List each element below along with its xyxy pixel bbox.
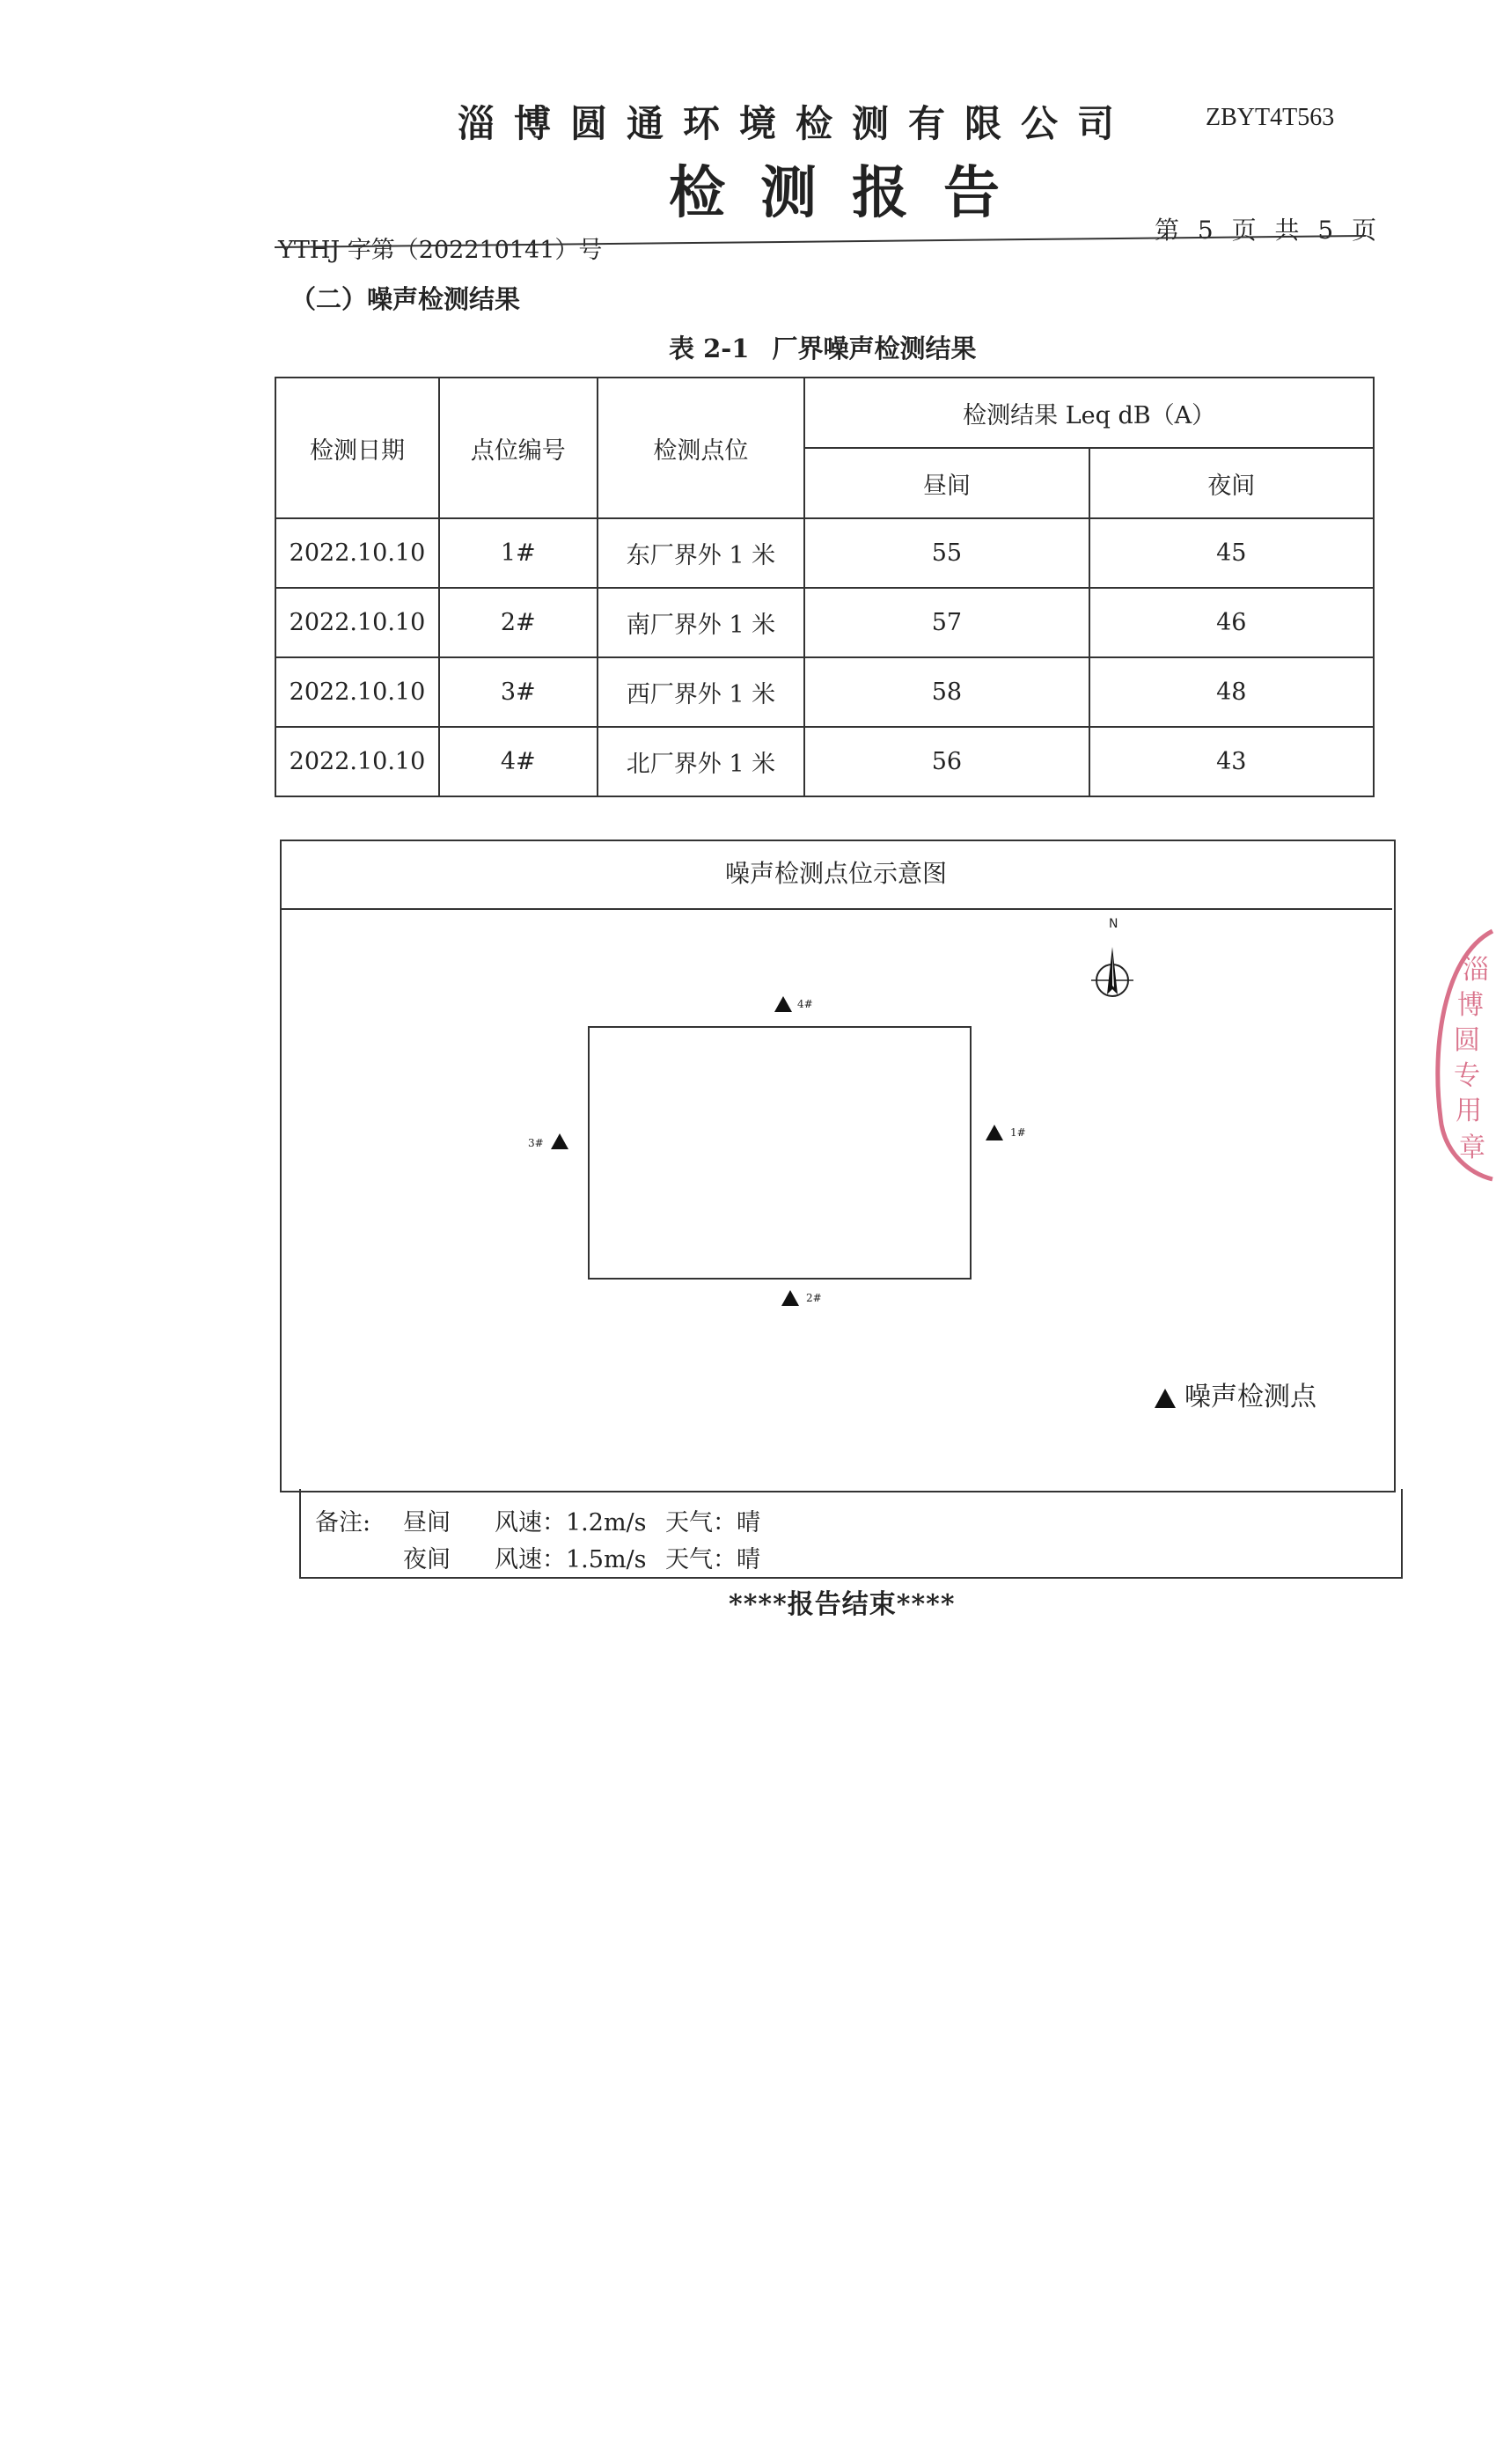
section-title: （二）噪声检测结果 (290, 284, 521, 314)
legend-label: 噪声检测点 (1184, 1382, 1316, 1412)
map-legend (1155, 1375, 1316, 1413)
cell-location: 西厂界外 1 米 (598, 657, 805, 727)
cell-date: 2022.10.10 (275, 727, 439, 796)
monitoring-point-marker (986, 1125, 1003, 1140)
official-seal-icon (1424, 922, 1494, 1186)
monitoring-point-marker (774, 996, 792, 1012)
page-number: 第 5 页 共 5 页 (1155, 216, 1382, 245)
svg-text:章: 章 (1459, 1133, 1485, 1163)
monitoring-point-label: 2# (806, 1292, 822, 1304)
noise-results-table (275, 377, 1375, 797)
cell-location: 东厂界外 1 米 (598, 518, 805, 588)
svg-text:圆: 圆 (1454, 1025, 1480, 1056)
cell-point: 2# (439, 588, 598, 657)
remarks-night-weather: 天气：晴 (665, 1546, 760, 1573)
table-row (275, 657, 1374, 727)
cell-day: 58 (804, 657, 1089, 727)
cell-day: 56 (804, 727, 1089, 796)
remarks-day-weather: 天气：晴 (665, 1509, 760, 1536)
header-night: 夜间 (1089, 448, 1374, 518)
site-map-title: 噪声检测点位示意图 (280, 840, 1392, 910)
cell-night: 43 (1089, 727, 1374, 796)
cell-point: 3# (439, 657, 598, 727)
cell-night: 46 (1089, 588, 1374, 657)
report-code: ZBYT4T563 (1206, 104, 1335, 131)
monitoring-point-marker (781, 1290, 799, 1306)
cell-day: 55 (804, 518, 1089, 588)
north-arrow-icon (1088, 915, 1140, 1021)
remarks-night-label: 夜间 (403, 1546, 451, 1573)
cell-location: 北厂界外 1 米 (598, 727, 805, 796)
cell-point: 1# (439, 518, 598, 588)
table-caption-title: 厂界噪声检测结果 (772, 334, 977, 363)
monitoring-point-label: 4# (797, 998, 813, 1010)
svg-text:淄: 淄 (1463, 955, 1489, 986)
monitoring-point-label: 3# (528, 1137, 544, 1149)
cell-night: 48 (1089, 657, 1374, 727)
remarks-box (299, 1489, 1403, 1579)
triangle-icon (1155, 1389, 1176, 1408)
cell-night: 45 (1089, 518, 1374, 588)
cell-location: 南厂界外 1 米 (598, 588, 805, 657)
table-row (275, 588, 1374, 657)
table-caption (669, 329, 1000, 365)
header-point-no: 点位编号 (439, 378, 598, 518)
cell-date: 2022.10.10 (275, 518, 439, 588)
svg-text:专: 专 (1454, 1060, 1480, 1091)
reference-number: YTHJ 字第（202210141）号 (278, 237, 603, 264)
table-caption-number: 表 2-1 (669, 334, 750, 363)
report-title: 检测报告 (669, 160, 1035, 226)
company-name: 淄博圆通环境检测有限公司 (458, 102, 1134, 145)
svg-text:用: 用 (1456, 1096, 1482, 1126)
table-row (275, 727, 1374, 796)
cell-date: 2022.10.10 (275, 657, 439, 727)
monitoring-point-label: 1# (1010, 1126, 1026, 1139)
header-day: 昼间 (804, 448, 1089, 518)
cell-date: 2022.10.10 (275, 588, 439, 657)
remarks-label: 备注: (315, 1509, 371, 1536)
table-row (275, 518, 1374, 588)
header-result: 检测结果 Leq dB（A） (804, 378, 1374, 448)
header-date: 检测日期 (275, 378, 439, 518)
header-location: 检测点位 (598, 378, 805, 518)
remarks-day-wind: 风速：1.2m/s (495, 1509, 647, 1536)
svg-text:博: 博 (1457, 990, 1484, 1021)
remarks-night-wind: 风速：1.5m/s (495, 1546, 647, 1573)
remarks-day-label: 昼间 (403, 1509, 451, 1536)
cell-point: 4# (439, 727, 598, 796)
cell-day: 57 (804, 588, 1089, 657)
factory-outline (588, 1026, 972, 1280)
report-end-marker: ****报告结束**** (729, 1589, 956, 1620)
monitoring-point-marker (551, 1133, 568, 1149)
north-label: N (1109, 917, 1118, 931)
